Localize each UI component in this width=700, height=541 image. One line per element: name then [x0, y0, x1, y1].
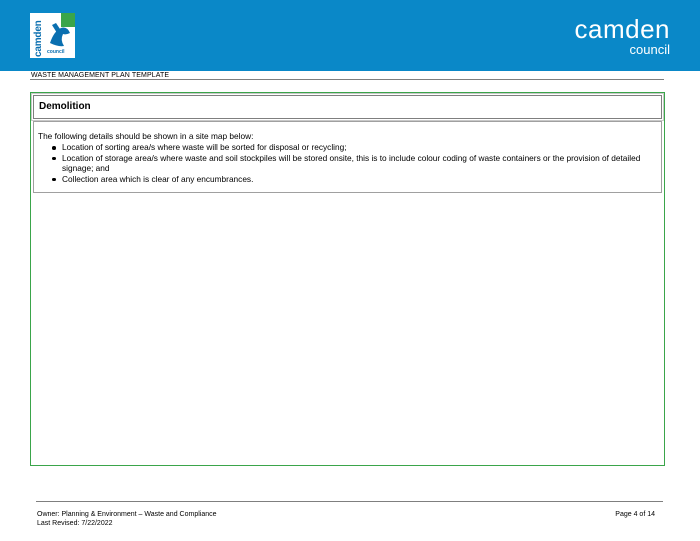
footer-divider — [36, 501, 663, 502]
document-title: WASTE MANAGEMENT PLAN TEMPLATE — [31, 72, 170, 79]
page-number: Page 4 of 14 — [615, 511, 655, 518]
brand-main: camden — [574, 14, 670, 44]
section-intro: The following details should be shown in a site map below: — [38, 131, 254, 141]
header-banner — [0, 0, 700, 71]
section-heading: Demolition — [39, 101, 91, 112]
list-item: Collection area which is clear of any encumbrances. — [52, 174, 652, 185]
header-divider — [30, 79, 664, 80]
list-item: Location of storage area/s where waste and soil stockpiles will be stored onsite, this is to include colour coding of waste containers or the provision of detailed signage; and — [52, 153, 652, 174]
brand-sub: council — [629, 42, 670, 57]
logo-subtext: council — [47, 49, 65, 55]
brand-wordmark — [575, 16, 671, 57]
section-heading-box — [33, 95, 662, 119]
camden-logo — [30, 13, 75, 58]
logo-text: camden — [33, 20, 44, 57]
footer-owner: Owner: Planning & Environment – Waste and Compliance — [37, 511, 217, 518]
section-body — [33, 121, 662, 193]
footer-info — [37, 511, 217, 528]
bullet-list — [52, 142, 652, 184]
list-item: Location of sorting area/s where waste will be sorted for disposal or recycling; — [52, 142, 652, 153]
footer-last-revised: Last Revised: 7/22/2022 — [37, 519, 113, 527]
